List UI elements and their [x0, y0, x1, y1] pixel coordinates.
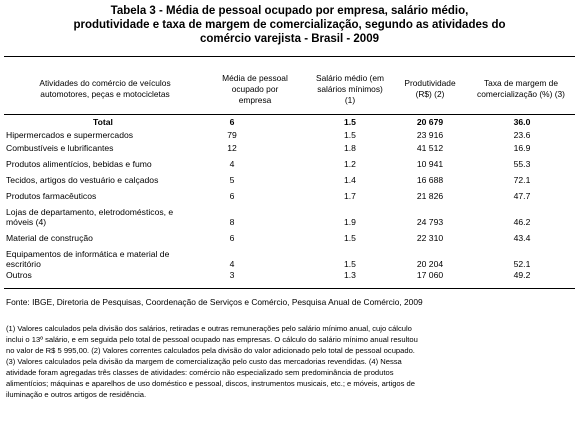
cell-avg-staff: 5 — [229, 175, 235, 185]
footnote-line: inclui o 13º salário, e em seguida pelo total de pessoal ocupado nas empresas. O cálculo do salário mínimo anual resultou — [6, 335, 418, 344]
footnote-line: alimentícios; máquinas e aparelhos de uso doméstico e pessoal, discos, instrumentos musicais, etc.; e móveis, artigos de — [6, 379, 415, 388]
cell-avg-staff: 4 — [229, 159, 235, 169]
cell-avg-wage: 1.3 — [344, 270, 356, 280]
header-productivity: Produtividade (R$) (2) — [404, 78, 456, 99]
cell-productivity: 24 793 — [416, 217, 444, 227]
cell-margin: 49.2 — [513, 270, 531, 280]
cell-avg-wage: 1.9 — [344, 217, 356, 227]
cell-avg-staff: 79 — [227, 130, 237, 140]
cell-productivity: 22 310 — [416, 233, 444, 243]
footnotes — [6, 323, 572, 400]
source-note: Fonte: IBGE, Diretoria de Pesquisas, Coordenação de Serviços e Comércio, Pesquisa Anual de Comércio, 2009 — [6, 297, 423, 307]
cell-productivity: 20 679 — [416, 117, 444, 127]
cell-avg-wage: 1.4 — [344, 175, 356, 185]
header-margin: Taxa de margem de comercialização (%) (3) — [477, 78, 565, 99]
cell-margin: 46.2 — [513, 217, 531, 227]
cell-avg-wage: 1.8 — [344, 143, 356, 153]
cell-avg-staff: 8 — [229, 217, 235, 227]
cell-margin: 36.0 — [513, 117, 531, 127]
cell-productivity: 17 060 — [416, 270, 444, 280]
activity-label: Outros — [6, 270, 32, 280]
footnote-line: (3) Valores calculados pela divisão da margem de comercialização pelo custo das mercadorias revendidas. (4) Nessa — [6, 357, 402, 366]
cell-avg-staff: 12 — [227, 143, 237, 153]
cell-avg-staff: 6 — [229, 191, 235, 201]
header-avg-wage: Salário médio (em salários mínimos) (1) — [316, 72, 384, 105]
title-line-1: Tabela 3 - Média de pessoal ocupado por empresa, salário médio, — [110, 5, 469, 17]
cell-avg-wage: 1.5 — [344, 130, 356, 140]
cell-avg-staff: 6 — [229, 117, 235, 127]
cell-avg-staff: 6 — [229, 233, 235, 243]
title-line-3: comércio varejista - Brasil - 2009 — [200, 33, 379, 45]
cell-margin: 55.3 — [513, 159, 531, 169]
header-rule — [4, 114, 575, 115]
cell-productivity: 10 941 — [416, 159, 444, 169]
cell-margin: 47.7 — [513, 191, 531, 201]
title-line-2: produtividade e taxa de margem de comercialização, segundo as atividades do — [73, 19, 506, 31]
header-activity: Atividades do comércio de veículos automotores, peças e motocicletas — [39, 78, 171, 99]
footnote-line: no valor de R$ 5 995,00. (2) Valores correntes calculados pela divisão do valor adicionado pelo total de pessoal ocupado. — [6, 346, 415, 355]
footnote-line: (1) Valores calculados pela divisão dos salários, retiradas e outras remunerações pelo salário mínimo anual, cujo cálculo — [6, 324, 412, 333]
cell-margin: 72.1 — [513, 175, 531, 185]
cell-productivity: 41 512 — [416, 143, 444, 153]
cell-avg-wage: 1.7 — [344, 191, 356, 201]
cell-avg-staff: 4 — [229, 259, 235, 269]
activity-label: Tecidos, artigos do vestuário e calçados — [6, 175, 159, 185]
footnote-line: iluminação e outros artigos de residência. — [6, 390, 147, 399]
cell-avg-wage: 1.5 — [344, 233, 356, 243]
activity-label: Equipamentos de informática e material de escritório — [6, 249, 170, 269]
cell-avg-staff: 3 — [229, 270, 235, 280]
activity-label: Combustíveis e lubrificantes — [6, 143, 114, 153]
cell-productivity: 23 916 — [416, 130, 444, 140]
activity-label: Produtos alimentícios, bebidas e fumo — [6, 159, 152, 169]
cell-margin: 52.1 — [513, 259, 531, 269]
cell-avg-wage: 1.5 — [344, 259, 356, 269]
cell-productivity: 20 204 — [416, 259, 444, 269]
cell-margin: 23.6 — [513, 130, 531, 140]
cell-avg-wage: 1.2 — [344, 159, 356, 169]
activity-label: Lojas de departamento, eletrodomésticos, e móveis (4) — [6, 207, 174, 227]
top-rule — [4, 56, 575, 57]
activity-label: Produtos farmacêuticos — [6, 191, 97, 201]
bottom-rule — [4, 288, 575, 289]
cell-productivity: 16 688 — [416, 175, 444, 185]
cell-productivity: 21 826 — [416, 191, 444, 201]
activity-label: Material de construção — [6, 233, 93, 243]
table-title — [0, 4, 579, 46]
activity-label: Total — [93, 117, 113, 127]
header-avg-staff: Média de pessoal ocupado por empresa — [222, 72, 288, 105]
footnote-line: atividade foram agregadas três classes de atividades: comércio não especializado sem predominância de produtos — [6, 368, 394, 377]
cell-avg-wage: 1.5 — [344, 117, 356, 127]
cell-margin: 43.4 — [513, 233, 531, 243]
cell-margin: 16.9 — [513, 143, 531, 153]
activity-label: Hipermercados e supermercados — [6, 130, 134, 140]
